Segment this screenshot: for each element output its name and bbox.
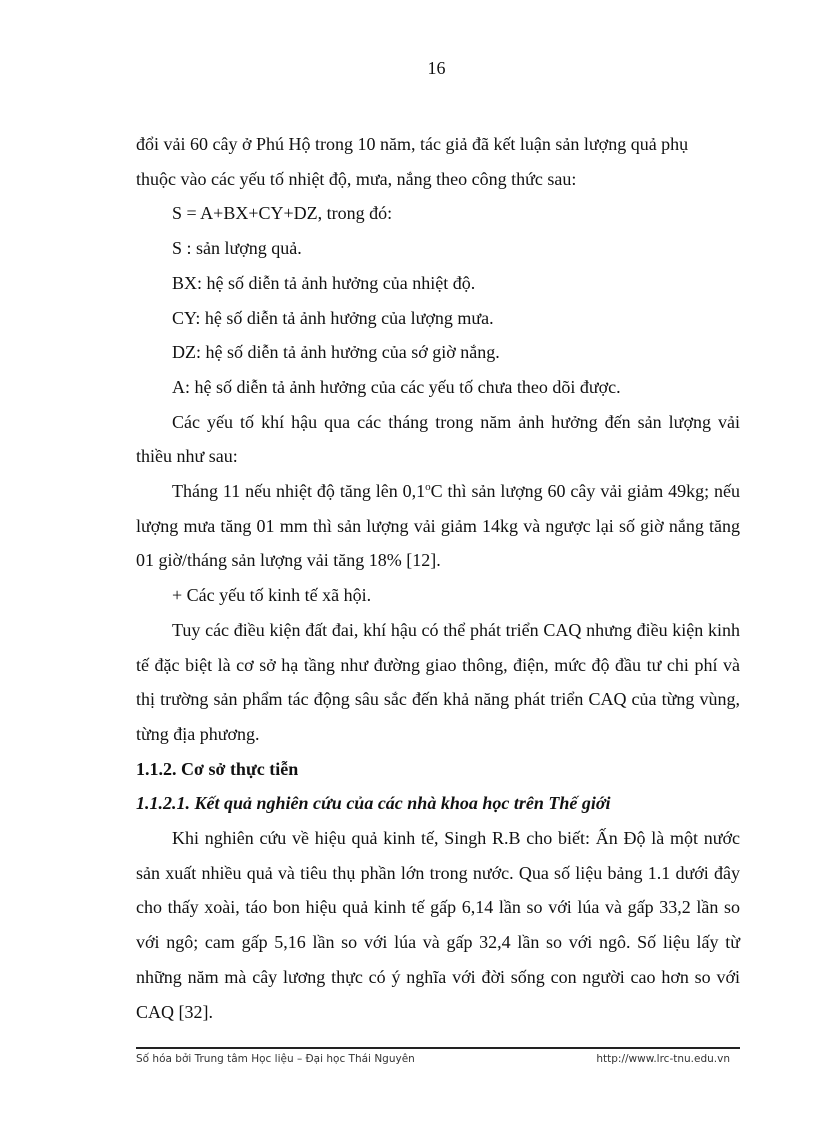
degree-superscript: o [425, 481, 431, 494]
page-number: 16 [427, 58, 446, 78]
definition-cy: CY: hệ số diễn tả ảnh hưởng của lượng mưa. [172, 307, 494, 328]
paragraph-socio: Tuy các điều kiện đất đai, khí hậu có thể phát triển CAQ nhưng điều kiện kinh tế đặc biệt là cơ sở hạ tầng như đường giao thông, điện, mức độ đầu tư chi phí và thị trường sản phẩm tác động sâu sắc đến khả năng phát triển CAQ của từng vùng, từng địa phương. [136, 619, 740, 744]
socio-factors-item: + Các yếu tố kinh tế xã hội. [172, 585, 372, 606]
paragraph-climate-intro: Các yếu tố khí hậu qua các tháng trong năm ảnh hưởng đến sản lượng vải thiều như sau: [136, 411, 740, 467]
november-text-end: C thì sản lượng 60 cây vải giảm 49kg; nếu lượng mưa tăng 01 mm thì sản lượng vải giảm 14kg và ngược lại số giờ nắng tăng 01 giờ/tháng sản lượng vải tăng 18% [12]. [136, 481, 740, 571]
paragraph-continuation [136, 127, 740, 196]
footer-divider [136, 1047, 740, 1049]
november-text-start: Tháng 11 nếu nhiệt độ tăng lên 0,1 [172, 481, 426, 502]
footer-url: http://www.lrc-tnu.edu.vn [596, 1053, 730, 1065]
text-line: đổi vải 60 cây ở Phú Hộ trong 10 năm, tác giả đã kết luận sản lượng quả phụ [136, 134, 689, 154]
page-body [136, 127, 740, 1029]
definition-a: A: hệ số diễn tả ảnh hưởng của các yếu tố chưa theo dõi được. [172, 376, 621, 397]
section-heading: 1.1.2. Cơ sở thực tiễn [136, 758, 299, 779]
footer-source: Số hóa bởi Trung tâm Học liệu – Đại học Thái Nguyên [136, 1053, 415, 1065]
subsection-heading: 1.1.2.1. Kết quả nghiên cứu của các nhà khoa học trên Thế giới [136, 793, 611, 814]
definition-bx: BX: hệ số diễn tả ảnh hưởng của nhiệt độ. [172, 272, 476, 293]
text-line: thuộc vào các yếu tố nhiệt độ, mưa, nắng theo công thức sau: [136, 168, 577, 189]
definition-s: S : sản lượng quả. [172, 238, 302, 259]
paragraph-november [136, 474, 740, 578]
formula-line: S = A+BX+CY+DZ, trong đó: [172, 203, 393, 224]
paragraph-singh: Khi nghiên cứu về hiệu quả kinh tế, Singh R.B cho biết: Ấn Độ là một nước sản xuất nhiều quả và tiêu thụ phần lớn trong nước. Qua số liệu bảng 1.1 dưới đây cho thấy xoài, táo bon hiệu quả kinh tế gấp 6,14 lần so với lúa và gấp 33,2 lần so với ngô; cam gấp 5,16 lần so với lúa và gấp 32,4 lần so với ngô. Số liệu lấy từ những năm mà cây lương thực có ý nghĩa với đời sống con người cao hơn so với CAQ [32]. [136, 828, 740, 1022]
definition-dz: DZ: hệ số diễn tả ảnh hưởng của sớ giờ nắng. [172, 342, 500, 363]
